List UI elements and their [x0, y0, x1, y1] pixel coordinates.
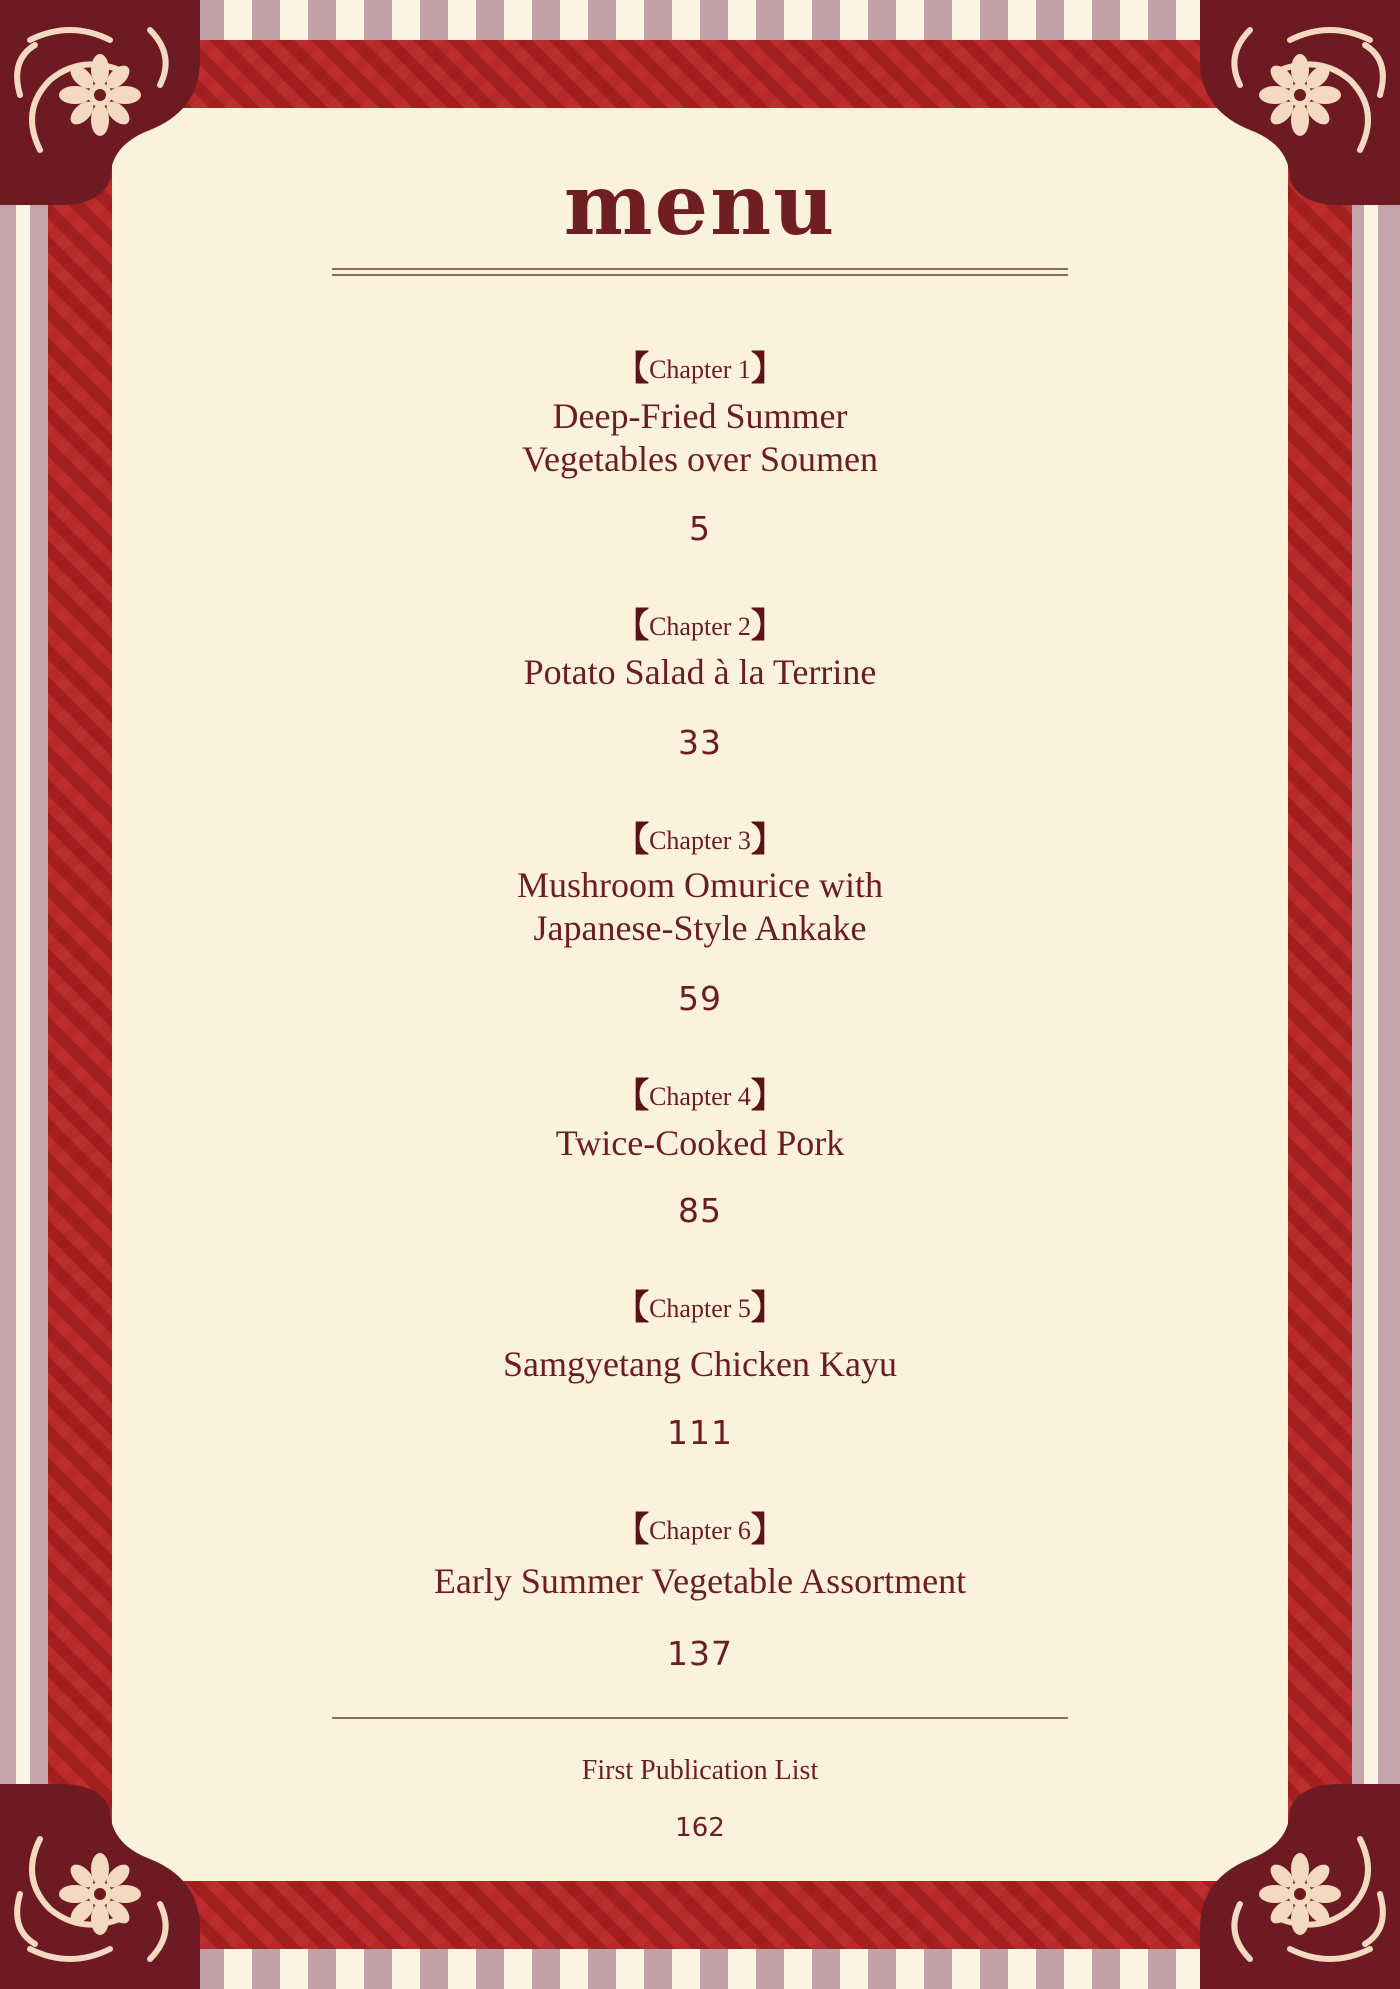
dish-title: [112, 651, 1288, 694]
dish-title: [112, 395, 1288, 481]
dish-title: [112, 1122, 1288, 1165]
chapter-label: 【Chapter 2】: [615, 608, 785, 645]
chapter-label: 【Chapter 3】: [615, 822, 785, 859]
page-title: menu: [563, 155, 837, 254]
dish-title-line: Japanese-Style Ankake: [533, 908, 867, 948]
page-number: 137: [667, 1634, 733, 1673]
dish-title: [112, 864, 1288, 950]
title-divider: [332, 268, 1068, 276]
chapter-label: 【Chapter 4】: [615, 1078, 785, 1115]
first-publication-label: First Publication List: [581, 1755, 819, 1786]
dish-title-line: Potato Salad à la Terrine: [523, 652, 877, 692]
dish-title: [112, 1343, 1288, 1386]
left-stripe-border: [0, 0, 52, 1989]
dish-title-line: Twice-Cooked Pork: [555, 1123, 845, 1163]
dish-title-line: Mushroom Omurice with: [517, 865, 883, 905]
dish-title: [112, 1560, 1288, 1603]
page-number: 5: [689, 509, 711, 548]
chapter-label: 【Chapter 1】: [615, 351, 785, 388]
dish-title-line: Samgyetang Chicken Kayu: [503, 1344, 897, 1384]
chapter-label: 【Chapter 5】: [615, 1290, 785, 1327]
page-number: 59: [678, 979, 722, 1018]
dish-title-line: Deep-Fried Summer: [552, 396, 848, 436]
chapter-label-text: Chapter 5: [649, 1294, 751, 1323]
page-number: 33: [678, 723, 722, 762]
chapter-label-text: Chapter 3: [649, 826, 751, 855]
dish-title-line: Vegetables over Soumen: [522, 439, 878, 479]
first-publication-page: 162: [675, 1813, 725, 1843]
page-number: 111: [667, 1413, 733, 1452]
chapter-label: 【Chapter 6】: [615, 1512, 785, 1549]
right-stripe-border: [1348, 0, 1400, 1989]
chapter-label-text: Chapter 1: [649, 355, 751, 384]
menu-content: [112, 108, 1288, 1881]
chapter-label-text: Chapter 2: [649, 612, 751, 641]
footer-divider: [332, 1717, 1068, 1719]
chapter-label-text: Chapter 6: [649, 1516, 751, 1545]
dish-title-line: Early Summer Vegetable Assortment: [433, 1561, 967, 1601]
chapter-label-text: Chapter 4: [649, 1082, 751, 1111]
page-number: 85: [678, 1191, 722, 1230]
